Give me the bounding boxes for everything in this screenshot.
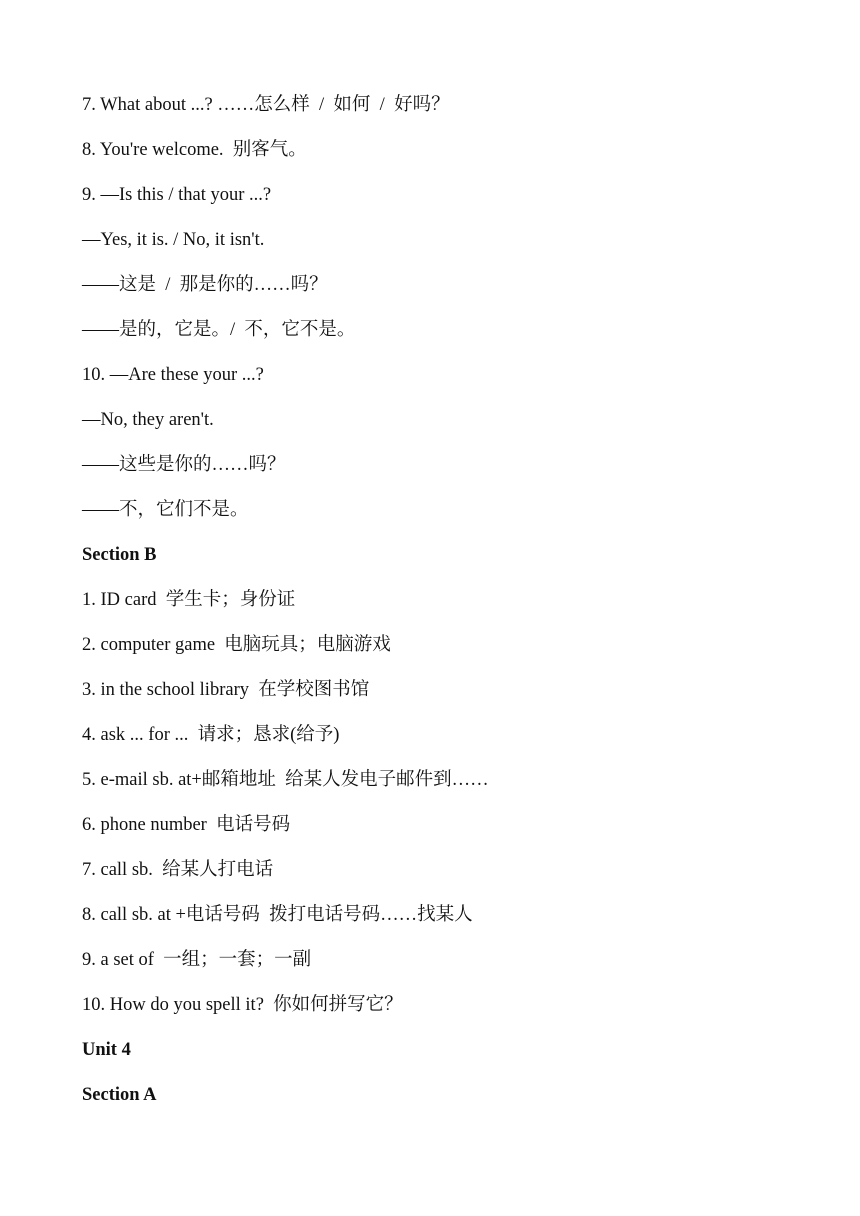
text-line: ——这些是你的……吗？ xyxy=(82,455,286,475)
text-line: 9. a set of 一组；一套；一副 xyxy=(82,950,312,970)
section-heading: Section B xyxy=(82,545,157,565)
text-line: 5. e-mail sb. at+邮箱地址 给某人发电子邮件到…… xyxy=(82,770,489,790)
text-line: ——这是 / 那是你的……吗？ xyxy=(82,275,328,295)
text-line: 3. in the school library 在学校图书馆 xyxy=(82,680,370,700)
section-heading: Unit 4 xyxy=(82,1040,131,1060)
text-line: 4. ask ... for ... 请求；恳求(给予) xyxy=(82,725,340,745)
text-line: —Yes, it is. / No, it isn't. xyxy=(82,230,265,250)
text-line: 10. —Are these your ...? xyxy=(82,365,264,385)
text-line: 7. What about ...? ……怎么样 / 如何 / 好吗？ xyxy=(82,95,450,115)
text-line: 7. call sb. 给某人打电话 xyxy=(82,860,274,880)
text-line: 8. call sb. at +电话号码 拨打电话号码……找某人 xyxy=(82,905,473,925)
document-body xyxy=(82,88,822,1123)
text-line: 1. ID card 学生卡；身份证 xyxy=(82,590,296,610)
text-line: ——是的，它是。/ 不，它不是。 xyxy=(82,320,356,340)
text-line: 10. How do you spell it? 你如何拼写它？ xyxy=(82,995,403,1015)
text-line: —No, they aren't. xyxy=(82,410,214,430)
text-line: 9. —Is this / that your ...? xyxy=(82,185,272,205)
text-line: 8. You're welcome. 别客气。 xyxy=(82,140,307,160)
text-line: 6. phone number 电话号码 xyxy=(82,815,291,835)
section-heading: Section A xyxy=(82,1085,157,1105)
text-line: 2. computer game 电脑玩具；电脑游戏 xyxy=(82,635,391,655)
text-line: ——不，它们不是。 xyxy=(82,500,249,520)
